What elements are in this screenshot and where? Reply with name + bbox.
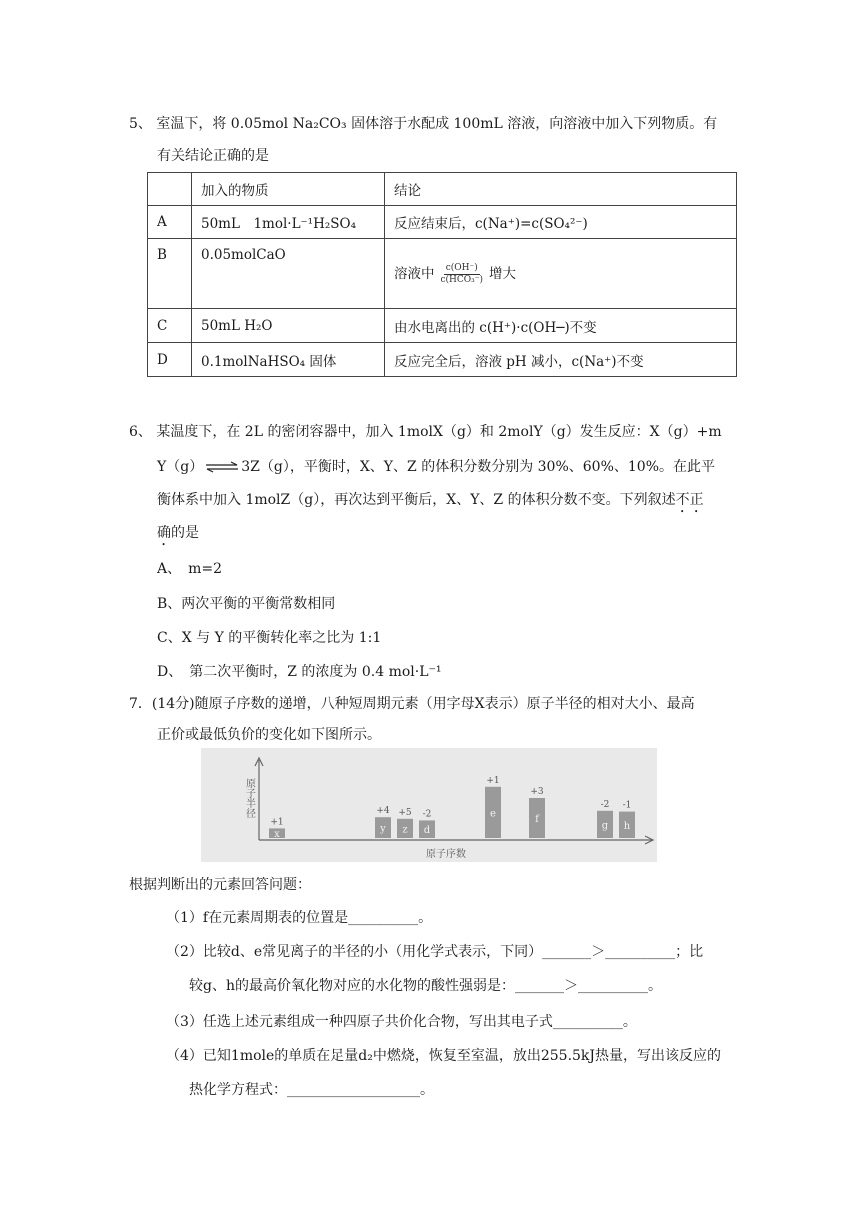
q6-line2-post: 3Z（g），平衡时，X、Y、Z 的体积分数分别为 30%、60%、10%。在此平 bbox=[241, 459, 716, 475]
q5-table bbox=[147, 172, 737, 377]
atomic-radius-figure bbox=[201, 748, 657, 862]
q7-sub3: （3）任选上述元素组成一种四原子共价化合物，写出其电子式__________。 bbox=[166, 1014, 637, 1030]
bar-letter-z: z bbox=[402, 824, 408, 836]
header-cell: 加入的物质 bbox=[192, 173, 385, 206]
bar-valence-d: -2 bbox=[422, 809, 432, 820]
row-substance: 0.05molCaO bbox=[192, 239, 385, 309]
table-row bbox=[148, 343, 737, 377]
row-label: B bbox=[148, 239, 192, 309]
q7-intro: 根据判断出的元素回答问题： bbox=[129, 877, 311, 893]
q6-line3 bbox=[157, 489, 704, 516]
table-row bbox=[148, 206, 737, 239]
bar-letter-x: x bbox=[274, 829, 280, 841]
bars-group bbox=[269, 776, 635, 840]
bar-letter-g: g bbox=[601, 820, 609, 832]
q6-line4-post: 的是 bbox=[171, 525, 199, 541]
row-label: C bbox=[148, 309, 192, 343]
bar-valence-e: +1 bbox=[486, 775, 500, 786]
q6-line4 bbox=[157, 522, 199, 549]
row-conclusion bbox=[385, 239, 737, 309]
fraction-denominator: c(HCO₃⁻) bbox=[440, 274, 484, 285]
row-substance: 0.1molNaHSO₄ 固体 bbox=[192, 343, 385, 377]
bar-letter-f: f bbox=[535, 814, 539, 825]
row-substance: 50mL 1mol·L⁻¹H₂SO₄ bbox=[192, 206, 385, 239]
row-conclusion: 反应结束后，c(Na⁺)=c(SO₄²⁻) bbox=[385, 206, 737, 239]
y-axis-label: 原子半径 bbox=[243, 778, 255, 818]
row-label: A bbox=[148, 206, 192, 239]
q5-line1: 5、 室温下，将 0.05mol Na₂CO₃ 固体溶于水配成 100mL 溶液，向溶液中加入下列物质。有 bbox=[129, 116, 718, 132]
q7-sub1: （1）f在元素周期表的位置是__________。 bbox=[166, 910, 433, 926]
q6-line3-pre: 衡体系中加入 1molZ（g），再次达到平衡后，X、Y、Z 的体积分数不变。下列叙述 bbox=[157, 492, 676, 508]
conclusion-post: 增大 bbox=[489, 265, 517, 282]
q7-sub2a: （2）比较d、e常见离子的半径的小（用化学式表示，下同）_______＞__________；比 bbox=[166, 944, 704, 960]
q7-line1: 7．(14分)随原子序数的递增，八种短周期元素（用字母X表示）原子半径的相对大小、最高 bbox=[129, 696, 695, 712]
bar-valence-g: -2 bbox=[600, 799, 610, 810]
bar-valence-z: +5 bbox=[398, 807, 412, 818]
bar-letter-h: h bbox=[623, 820, 631, 832]
q6-line2 bbox=[157, 456, 715, 476]
header-cell: 结论 bbox=[385, 173, 737, 206]
q6-option-d: D、 第二次平衡时，Z 的浓度为 0.4 mol·L⁻¹ bbox=[157, 664, 442, 680]
q6-option-a: A、 m=2 bbox=[157, 561, 223, 577]
bar-valence-x: +1 bbox=[270, 817, 284, 828]
q6-emphasis-text: 确 bbox=[157, 525, 171, 541]
row-conclusion: 反应完全后，溶液 pH 减小，c(Na⁺)不变 bbox=[385, 343, 737, 377]
conclusion-pre: 溶液中 bbox=[394, 265, 435, 282]
fraction-numerator: c(OH⁻) bbox=[445, 262, 478, 273]
atomic-radius-chart bbox=[201, 748, 657, 862]
table-header-row bbox=[148, 173, 737, 206]
x-axis-label: 原子序数 bbox=[426, 849, 466, 860]
q7-sub4b: 热化学方程式：___________________。 bbox=[189, 1082, 434, 1098]
row-label: D bbox=[148, 343, 192, 377]
table-row bbox=[148, 239, 737, 309]
bar-letter-y: y bbox=[380, 823, 386, 835]
q7-sub2b: 较g、h的最高价氧化物对应的水化物的酸性强弱是：_______＞__________。 bbox=[189, 978, 662, 994]
q5-line2: 有关结论正确的是 bbox=[157, 148, 269, 164]
bar-valence-h: -1 bbox=[622, 800, 632, 811]
equilibrium-arrow-icon bbox=[205, 461, 239, 473]
q6-option-b: B、两次平衡的平衡常数相同 bbox=[157, 596, 336, 612]
row-conclusion: 由水电离出的 c(H⁺)·c(OH─)不变 bbox=[385, 309, 737, 343]
q7-sub4a: （4）已知1mole的单质在足量d₂中燃烧，恢复至室温，放出255.5kJ热量，写出该反应的 bbox=[166, 1048, 722, 1064]
row-substance: 50mL H₂O bbox=[192, 309, 385, 343]
bar-valence-y: +4 bbox=[376, 806, 390, 817]
bar-valence-f: +3 bbox=[530, 787, 544, 797]
q6-line2-pre: Y（g） bbox=[157, 459, 204, 475]
q6-option-c: C、X 与 Y 的平衡转化率之比为 1:1 bbox=[157, 630, 382, 646]
q6-line1: 6、 某温度下，在 2L 的密闭容器中，加入 1molX（g）和 2molY（g）发生反应：X（g）+m bbox=[129, 424, 722, 440]
bar-letter-e: e bbox=[490, 808, 496, 820]
bar-letter-d: d bbox=[423, 825, 431, 837]
table-row bbox=[148, 309, 737, 343]
q6-emphasis-text: 不正 bbox=[675, 492, 704, 508]
q7-line2: 正价或最低负价的变化如下图所示。 bbox=[157, 727, 381, 743]
header-cell bbox=[148, 173, 192, 206]
fraction bbox=[439, 263, 486, 286]
